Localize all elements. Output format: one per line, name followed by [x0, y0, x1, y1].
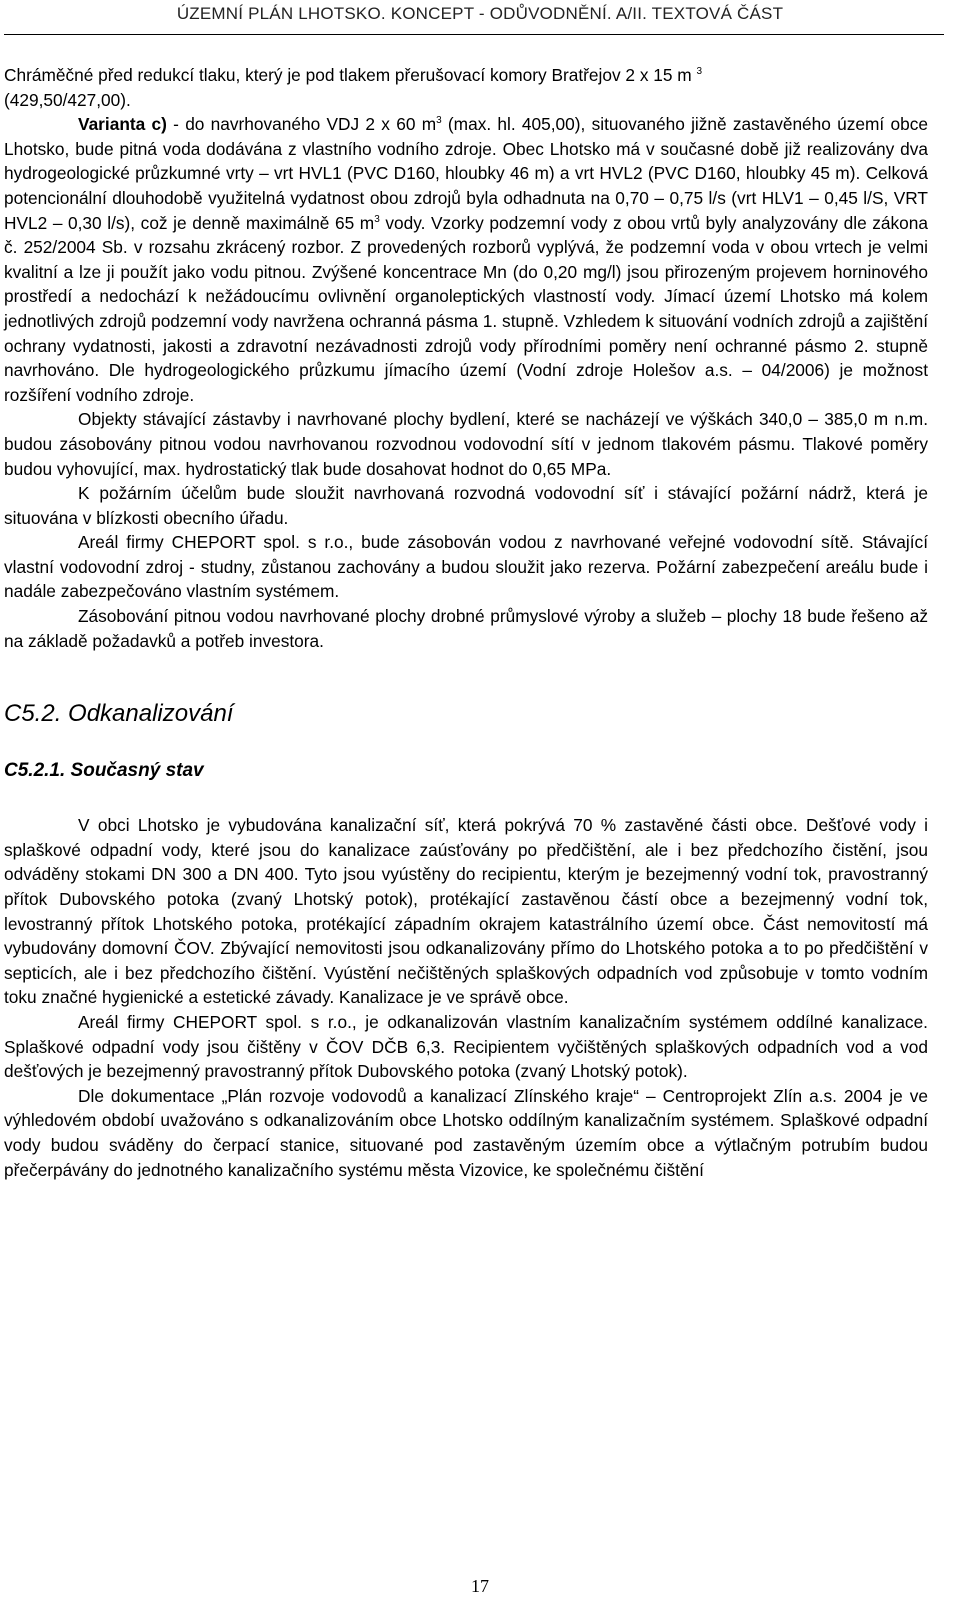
paragraph-9: Dle dokumentace „Plán rozvoje vodovodů a kanalizací Zlínského kraje“ – Centroprojekt Zlín a.s. 2004 je ve výhledovém období uvažováno s odkanalizováním obce Lhotsko oddílným kanalizačním systémem. Splaškové odpadní vody budou sváděny do čerpací stanice, situované pod zastavěným územím obce a výtlačným potrubím budou přečerpávány do jednotného kanalizačního systému města Vizovice, ke společnému čištění: [4, 1085, 928, 1180]
subsection-heading: C5.2.1. Současný stav: [4, 760, 204, 782]
superscript: 3: [436, 115, 442, 127]
paragraph-1-text-end: (429,50/427,00).: [4, 89, 131, 110]
paragraph-4: K požárním účelům bude sloužit navrhovaná rozvodná vodovodní síť i stávající požární nádrž, která je situována v blízkosti obecního úřadu.: [4, 483, 928, 528]
paragraph-3: Objekty stávající zástavby i navrhované plochy bydlení, které se nacházejí ve výškách 340,0 – 385,0 m n.m. budou zásobovány pitnou vodou navrhovanou rozvodnou vodovodní sítí v jednom tlakovém pásmu. Tlakové poměry budou vyhovující, max. hydrostatický tlak bude dosahovat hodnot do 0,65 MPa.: [4, 409, 928, 479]
paragraph-1-text: Chráměčné před redukcí tlaku, který je pod tlakem přerušovací komory Bratřejov 2 x 15 m: [4, 65, 692, 85]
section-heading: C5.2. Odkanalizování: [4, 700, 234, 728]
header-rule: [4, 34, 944, 35]
paragraph-2: [4, 112, 928, 407]
paragraph-2-text-c: vody. Vzorky podzemní vody z obou vrtů byly analyzovány dle zákona č. 252/2004 Sb. v rozsahu zkrácený rozbor. Z provedených rozborů vyplývá, že podzemní voda v obou vrtech je velmi kvalitní a lze ji použít jako vodu pitnou. Zvýšené koncentrace Mn (do 0,20 mg/l) jsou přirozeným projevem horninového prostředí a nedochází k nežádoucímu ovlivnění organoleptických vlastností vody. Jímací území Lhotsko má kolem jednotlivých zdrojů podzemní vody navržena ochranná pásma 1. stupně. Vzhledem k situování vodních zdrojů a zajištění ochrany vydatnosti, jakosti a zdravotní nezávadnosti zdrojů vody přírodními poměry není ochranné pásmo 2. stupně navrhováno. Dle hydrogeologického průzkumu jímacího území (Vodní zdroje Holešov a.s. – 04/2006) je možnost rozšíření vodního zdroje.: [4, 212, 929, 405]
document-body: [4, 63, 928, 1182]
page-number: 17: [471, 1576, 489, 1596]
superscript: 3: [374, 213, 380, 225]
paragraph-2-text-b: (max. hl. 405,00), situovaného jižně zastavěného území obce Lhotsko, bude pitná voda dodávána z vlastního vodního zdroje. Obec Lhotsko má v současné době již realizovány dva hydrogeologické průzkumné vrty – vrt HVL1 (PVC D160, hloubky 46 m) a vrt HVL2 (PVC D160, hloubky 45 m). Celková potencionální dlouhodobě využitelná vydatnost obou zdrojů byla odhadnuta na 0,70 – 0,75 l/s (vrt HLV1 – 0,45 l/S, VRT HVL2 – 0,30 l/s), což je denně maximálně 65 m: [4, 114, 928, 233]
paragraph-5: Areál firmy CHEPORT spol. s r.o., bude zásobován vodou z navrhované veřejné vodovodní sítě. Stávající vlastní vodovodní zdroj - studny, zůstanou zachovány a budou sloužit jako rezerva. Požární zabezpečení areálu bude i nadále zabezpečováno vlastním systémem.: [4, 532, 928, 602]
paragraph-2-text-a: - do navrhovaného VDJ 2 x 60 m: [166, 114, 437, 135]
paragraph-8: Areál firmy CHEPORT spol. s r.o., je odkanalizován vlastním kanalizačním systémem oddílné kanalizace. Splaškové odpadní vody jsou čištěny v ČOV DČB 6,3. Recipientem vyčištěných splaškových odpadních vod a vod dešťových je bezejmenný pravostranný přítok Dubovského potoka (zvaný Lhotský potok).: [4, 1012, 928, 1082]
paragraph-6: Zásobování pitnou vodou navrhované plochy drobné průmyslové výroby a služeb – plochy 18 bude řešeno až na základě požadavků a potřeb investora.: [4, 606, 928, 651]
superscript: 3: [696, 66, 703, 77]
paragraph-7: V obci Lhotsko je vybudována kanalizační síť, která pokrývá 70 % zastavěné části obce. Dešťové vody i splaškové odpadní vody, které jsou do kanalizace zaúsťovány po předčištění, ale i bez předchozího čistění, jsou odváděny stokami DN 300 a DN 400. Tyto jsou vyústěny do recipientu, kterým je bezejmenný vodní tok, pravostranný přítok Dubovského potoka (zvaný Lhotský potok), protékající zastavěnou částí obce a bezejmenný vodní tok, levostranný přítok Lhotského potoka, protékající západním okrajem katastrálního území obce. Část nemovitostí má vybudovány domovní ČOV. Zbývající nemovitosti jsou odkanalizovány přímo do Lhotského potoka a to po předčištění v septicích, ale i bez předchozího čištění. Vyústění nečištěných splaškových odpadních vod způsobuje v tomto vodním toku značné hygienické a estetické závady. Kanalizace je ve správě obce.: [4, 815, 928, 1008]
paragraph-1: [4, 63, 928, 112]
variant-c-label: Varianta c): [78, 114, 167, 135]
page-header: ÚZEMNÍ PLÁN LHOTSKO. KONCEPT - ODŮVODNĚNÍ. A/II. TEXTOVÁ ČÁST: [176, 4, 784, 23]
